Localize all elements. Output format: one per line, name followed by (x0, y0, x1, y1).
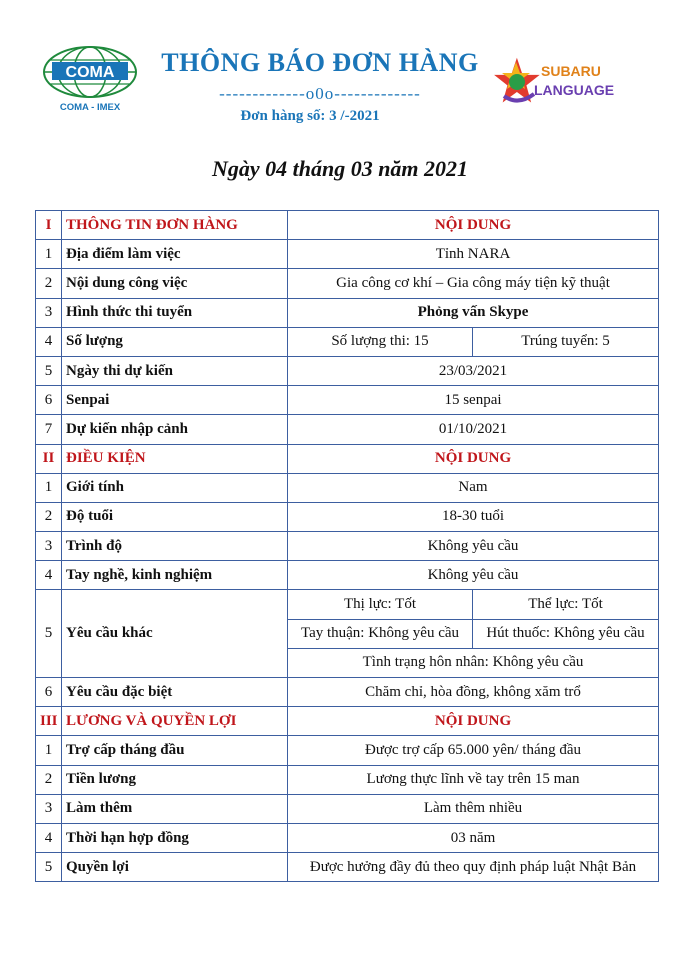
table-row (36, 327, 659, 356)
row-value-smoking: Hút thuốc: Không yêu cầu (473, 619, 659, 648)
row-value: Lương thực lĩnh về tay trên 15 man (288, 765, 659, 794)
table-row (36, 765, 659, 794)
title-divider: -------------o0o------------- (219, 84, 421, 103)
row-label: Yêu cầu đặc biệt (62, 678, 288, 707)
row-value: Không yêu cầu (288, 561, 659, 590)
row-label: Quyền lợi (62, 853, 288, 882)
table-row (36, 532, 659, 561)
section-number: I (36, 211, 62, 240)
row-value-handedness: Tay thuận: Không yêu cầu (288, 619, 473, 648)
row-value: Không yêu cầu (288, 532, 659, 561)
table-row (36, 823, 659, 852)
row-number: 4 (36, 561, 62, 590)
row-number: 2 (36, 765, 62, 794)
order-table (35, 210, 659, 882)
row-value: Được hưởng đầy đủ theo quy định pháp luật Nhật Bản (288, 853, 659, 882)
section-header-row (36, 211, 659, 240)
table-row (36, 386, 659, 415)
content-header: NỘI DUNG (288, 211, 659, 240)
row-label: Độ tuổi (62, 502, 288, 531)
row-label: Dự kiến nhập cảnh (62, 415, 288, 444)
row-number: 5 (36, 853, 62, 882)
row-value: Phỏng vấn Skype (288, 298, 659, 327)
coma-logo (38, 42, 142, 114)
row-value: Làm thêm nhiều (288, 794, 659, 823)
table-row (36, 473, 659, 502)
logo-subaru-text: SUBARU (541, 63, 601, 79)
row-label: Trình độ (62, 532, 288, 561)
order-number: Đơn hàng số: 3 /-2021 (240, 108, 380, 124)
row-value-marital-status: Tình trạng hôn nhân: Không yêu cầu (288, 648, 659, 677)
row-label: Ngày thi dự kiến (62, 356, 288, 385)
row-number: 3 (36, 532, 62, 561)
row-value: 23/03/2021 (288, 356, 659, 385)
row-value: 18-30 tuổi (288, 502, 659, 531)
row-value: Nam (288, 473, 659, 502)
subaru-language-logo (494, 48, 624, 118)
content-header: NỘI DUNG (288, 444, 659, 473)
table-row (36, 794, 659, 823)
row-number: 2 (36, 269, 62, 298)
page-title: THÔNG BÁO ĐƠN HÀNG (161, 48, 479, 77)
table-row (36, 853, 659, 882)
table-row (36, 415, 659, 444)
row-number: 4 (36, 327, 62, 356)
section-title: LƯƠNG VÀ QUYỀN LỢI (62, 707, 288, 736)
content-header: NỘI DUNG (288, 707, 659, 736)
logo-language-text: LANGUAGE (534, 82, 615, 98)
row-value-pass-count: Trúng tuyển: 5 (473, 327, 659, 356)
table-row (36, 561, 659, 590)
table-row (36, 590, 659, 619)
table-row (36, 240, 659, 269)
row-value-exam-count: Số lượng thi: 15 (288, 327, 473, 356)
row-number: 4 (36, 823, 62, 852)
row-number: 1 (36, 240, 62, 269)
document-date: Ngày 04 tháng 03 năm 2021 (211, 156, 469, 181)
row-value: 01/10/2021 (288, 415, 659, 444)
row-value-eyesight: Thị lực: Tốt (288, 590, 473, 619)
row-label: Senpai (62, 386, 288, 415)
row-value: Chăm chỉ, hòa đồng, không xăm trổ (288, 678, 659, 707)
row-number: 1 (36, 736, 62, 765)
row-label: Thời hạn hợp đồng (62, 823, 288, 852)
row-number: 3 (36, 794, 62, 823)
table-row (36, 502, 659, 531)
section-title: THÔNG TIN ĐƠN HÀNG (62, 211, 288, 240)
section-header-row (36, 707, 659, 736)
table-row (36, 678, 659, 707)
row-number: 7 (36, 415, 62, 444)
row-label: Trợ cấp tháng đầu (62, 736, 288, 765)
table-row (36, 356, 659, 385)
coma-logo-text: COMA (65, 64, 115, 81)
table-row (36, 269, 659, 298)
row-label: Tiền lương (62, 765, 288, 794)
row-number: 5 (36, 590, 62, 678)
row-value-fitness: Thể lực: Tốt (473, 590, 659, 619)
table-row (36, 298, 659, 327)
row-label: Địa điểm làm việc (62, 240, 288, 269)
row-value: 15 senpai (288, 386, 659, 415)
row-label: Số lượng (62, 327, 288, 356)
row-number: 3 (36, 298, 62, 327)
row-value: Gia công cơ khí – Gia công máy tiện kỹ thuật (288, 269, 659, 298)
row-value: 03 năm (288, 823, 659, 852)
row-value: Tỉnh NARA (288, 240, 659, 269)
section-title: ĐIỀU KIỆN (62, 444, 288, 473)
coma-logo-subtext: COMA - IMEX (59, 102, 121, 113)
section-header-row (36, 444, 659, 473)
row-label: Giới tính (62, 473, 288, 502)
row-label: Nội dung công việc (62, 269, 288, 298)
row-number: 6 (36, 386, 62, 415)
section-number: III (36, 707, 62, 736)
row-label: Làm thêm (62, 794, 288, 823)
row-number: 1 (36, 473, 62, 502)
row-number: 5 (36, 356, 62, 385)
table-row (36, 736, 659, 765)
section-number: II (36, 444, 62, 473)
row-label: Yêu cầu khác (62, 590, 288, 678)
row-value: Được trợ cấp 65.000 yên/ tháng đầu (288, 736, 659, 765)
row-number: 2 (36, 502, 62, 531)
row-label: Hình thức thi tuyển (62, 298, 288, 327)
row-number: 6 (36, 678, 62, 707)
row-label: Tay nghề, kinh nghiệm (62, 561, 288, 590)
